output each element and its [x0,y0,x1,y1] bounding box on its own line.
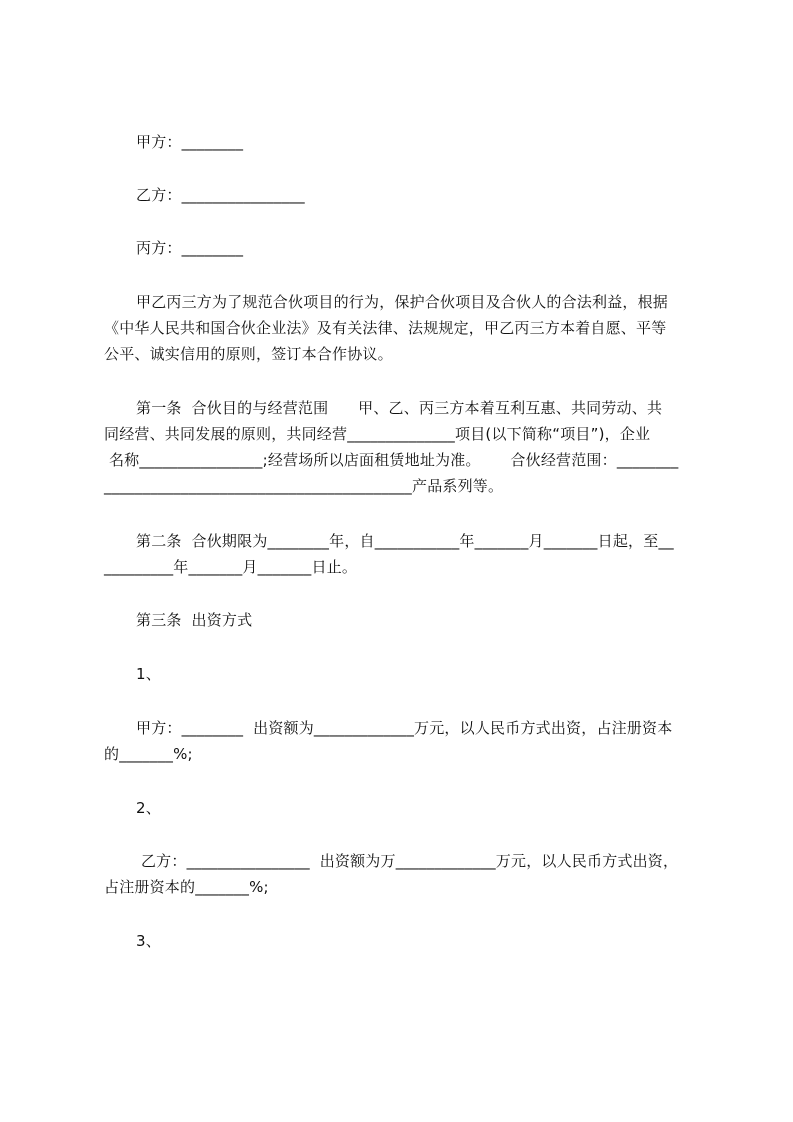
intro-line-1: 甲乙丙三方为了规范合伙项目的行为，保护合伙项目及合伙人的合法利益，根据 [136,293,669,311]
item-3: 3、 [136,932,161,950]
intro-line-2: 《中华人民共和国合伙企业法》及有关法律、法规规定，甲乙丙三方本着自愿、平等 [104,319,667,337]
party-a-investment-line-1: 甲方：________ 出资额为_____________万元，以人民币方式出资，占注册资本 [136,719,673,737]
item-1: 1、 [136,665,161,683]
party-b-investment-line-2: 占注册资本的_______%; [104,878,269,896]
article1-line-4: ________________________________________产品系列等。 [104,477,504,495]
article2-line-2: _________年_______月_______日止。 [104,558,358,576]
article1-line-1: 第一条 合伙目的与经营范围 甲、乙、丙三方本着互利互惠、共同劳动、共 [136,399,663,417]
party-a-line: 甲方：________ [136,133,244,151]
article2-line-1: 第二条 合伙期限为________年，自___________年_______月_______日起，至__ [136,532,674,550]
item-2: 2、 [136,799,161,817]
party-c-line: 丙方：________ [136,239,244,257]
party-b-investment-line-1: 乙方：________________ 出资额为万_____________万元，以人民币方式出资， [136,852,679,870]
intro-line-3: 公平、诚实信用的原则，签订本合作协议。 [104,345,393,363]
party-a-investment-line-2: 的_______%; [104,745,193,763]
party-b-line: 乙方：________________ [136,186,305,204]
article1-line-2: 同经营、共同发展的原则，共同经营______________项目(以下简称“项目”)，企业 [104,425,651,443]
article1-line-3: 名称________________;经营场所以店面租赁地址为准。 合伙经营范围：________ [104,451,679,469]
article3-title: 第三条 出资方式 [136,611,253,629]
